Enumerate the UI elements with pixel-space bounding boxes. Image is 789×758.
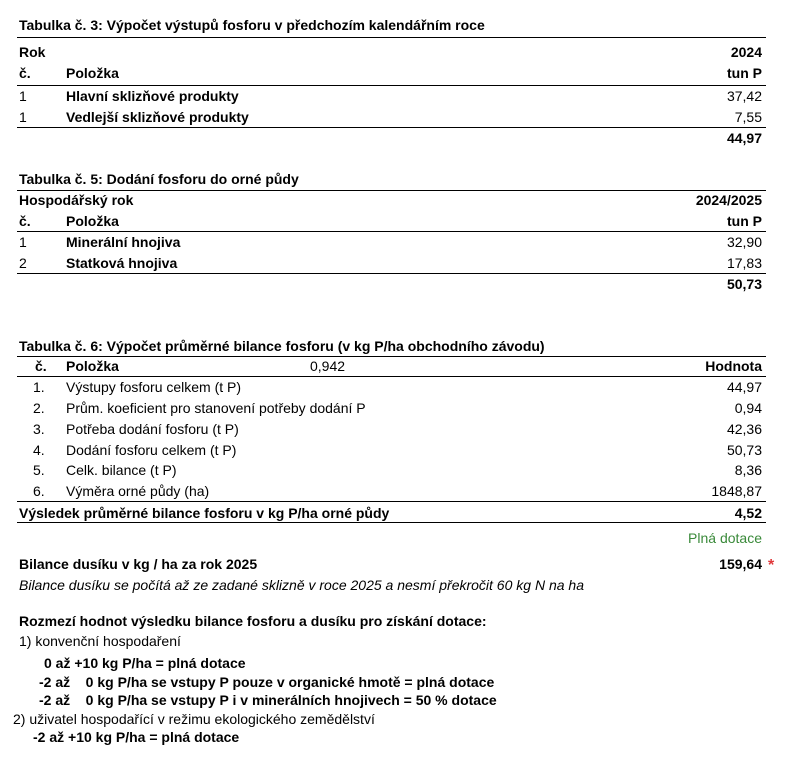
table6-row-c: 4. xyxy=(33,442,45,458)
table5-row-value: 17,83 xyxy=(726,255,762,271)
table5-top-rule xyxy=(17,190,766,191)
table5-row-c: 1 xyxy=(19,234,27,250)
conventional-label: 1) konvenční hospodaření xyxy=(19,633,181,649)
table5-header-rok: Hospodářský rok xyxy=(19,192,134,208)
table6-row-label: Potřeba dodání fosforu (t P) xyxy=(66,421,239,437)
table6-header-polozka: Položka xyxy=(66,358,119,374)
table5-row-c: 2 xyxy=(19,255,27,271)
table6-row-label: Výměra orné půdy (ha) xyxy=(66,483,210,499)
table3-row-value: 37,42 xyxy=(726,88,762,104)
required-star-icon: * xyxy=(768,557,775,574)
table5-total-rule xyxy=(17,273,766,274)
table5-header-c: č. xyxy=(19,213,31,229)
table6-row-label: Dodání fosforu celkem (t P) xyxy=(66,442,237,458)
table5-header-rule xyxy=(17,231,766,232)
table5-header-unit: tun P xyxy=(727,213,762,229)
table6-top-rule xyxy=(17,356,766,357)
conventional-rule: 0 až +10 kg P/ha = plná dotace xyxy=(44,655,246,671)
table6-row-c: 6. xyxy=(33,483,45,499)
table3-header-rok: Rok xyxy=(19,44,46,60)
table6-row-label: Výstupy fosforu celkem (t P) xyxy=(66,379,242,395)
table5-header-year: 2024/2025 xyxy=(695,192,762,208)
table3-row-label: Hlavní sklizňové produkty xyxy=(66,88,239,104)
table6-bottom-rule xyxy=(17,522,766,523)
table6-result-value: 4,52 xyxy=(734,505,762,521)
table3-header-c: č. xyxy=(19,65,31,81)
table6-header-c: č. xyxy=(35,358,47,374)
table3-total-rule xyxy=(17,127,766,128)
table6-row-label: Prům. koeficient pro stanovení potřeby dodání P xyxy=(66,400,366,416)
table5-row-value: 32,90 xyxy=(726,234,762,250)
table6-row-c: 5. xyxy=(33,462,45,478)
table3-header-polozka: Položka xyxy=(66,65,119,81)
table6-header-rule xyxy=(17,376,766,377)
table3-title: Tabulka č. 3: Výpočet výstupů fosforu v předchozím kalendářním roce xyxy=(19,17,485,33)
table6-row-value: 42,36 xyxy=(726,421,762,437)
table6-row-value: 0,94 xyxy=(734,400,762,416)
table3-row-label: Vedlejší sklizňové produkty xyxy=(66,109,249,125)
table6-header-value: Hodnota xyxy=(705,358,762,374)
table3-header-year: 2024 xyxy=(730,44,762,60)
table6-row-value: 50,73 xyxy=(726,442,762,458)
table3-top-rule xyxy=(17,37,766,38)
table3-total: 44,97 xyxy=(726,130,762,146)
table3-row-c: 1 xyxy=(19,88,27,104)
conventional-rule: -2 až 0 kg P/ha se vstupy P i v minerálních hnojivech = 50 % dotace xyxy=(39,692,497,708)
table6-header-coefficient: 0,942 xyxy=(310,358,346,374)
table6-row-value: 44,97 xyxy=(726,379,762,395)
table6-result-label: Výsledek průměrné bilance fosforu v kg P/ha orné půdy xyxy=(19,505,390,521)
nitrogen-note: Bilance dusíku se počítá až ze zadané sklizně v roce 2025 a nesmí překročit 60 kg N na ha xyxy=(19,577,584,593)
table5-row-label: Statková hnojiva xyxy=(66,255,178,271)
table6-row-label: Celk. bilance (t P) xyxy=(66,462,177,478)
table6-row-c: 2. xyxy=(33,400,45,416)
table6-title: Tabulka č. 6: Výpočet průměrné bilance fosforu (v kg P/ha obchodního závodu) xyxy=(19,338,545,354)
nitrogen-label: Bilance dusíku v kg / ha za rok 2025 xyxy=(19,556,258,572)
subsidy-status: Plná dotace xyxy=(688,530,762,546)
table6-row-value: 1848,87 xyxy=(711,483,762,499)
table3-header-unit: tun P xyxy=(727,65,762,81)
table6-result-rule xyxy=(17,501,766,502)
table3-header-rule xyxy=(17,85,766,86)
table6-row-c: 3. xyxy=(33,421,45,437)
table3-row-value: 7,55 xyxy=(734,109,762,125)
table5-row-label: Minerální hnojiva xyxy=(66,234,181,250)
conventional-rule: -2 až 0 kg P/ha se vstupy P pouze v organické hmotě = plná dotace xyxy=(39,674,495,690)
ecological-rule: -2 až +10 kg P/ha = plná dotace xyxy=(33,729,240,745)
table5-header-polozka: Položka xyxy=(66,213,119,229)
nitrogen-value: 159,64 xyxy=(719,556,762,572)
ecological-label: 2) uživatel hospodařící v režimu ekologického zemědělství xyxy=(13,711,375,727)
table6-row-c: 1. xyxy=(33,379,45,395)
table3-row-c: 1 xyxy=(19,109,27,125)
table5-title: Tabulka č. 5: Dodání fosforu do orné půdy xyxy=(19,171,299,187)
table6-row-value: 8,36 xyxy=(734,462,762,478)
table5-total: 50,73 xyxy=(726,276,762,292)
ranges-title: Rozmezí hodnot výsledku bilance fosforu a dusíku pro získání dotace: xyxy=(19,613,487,629)
